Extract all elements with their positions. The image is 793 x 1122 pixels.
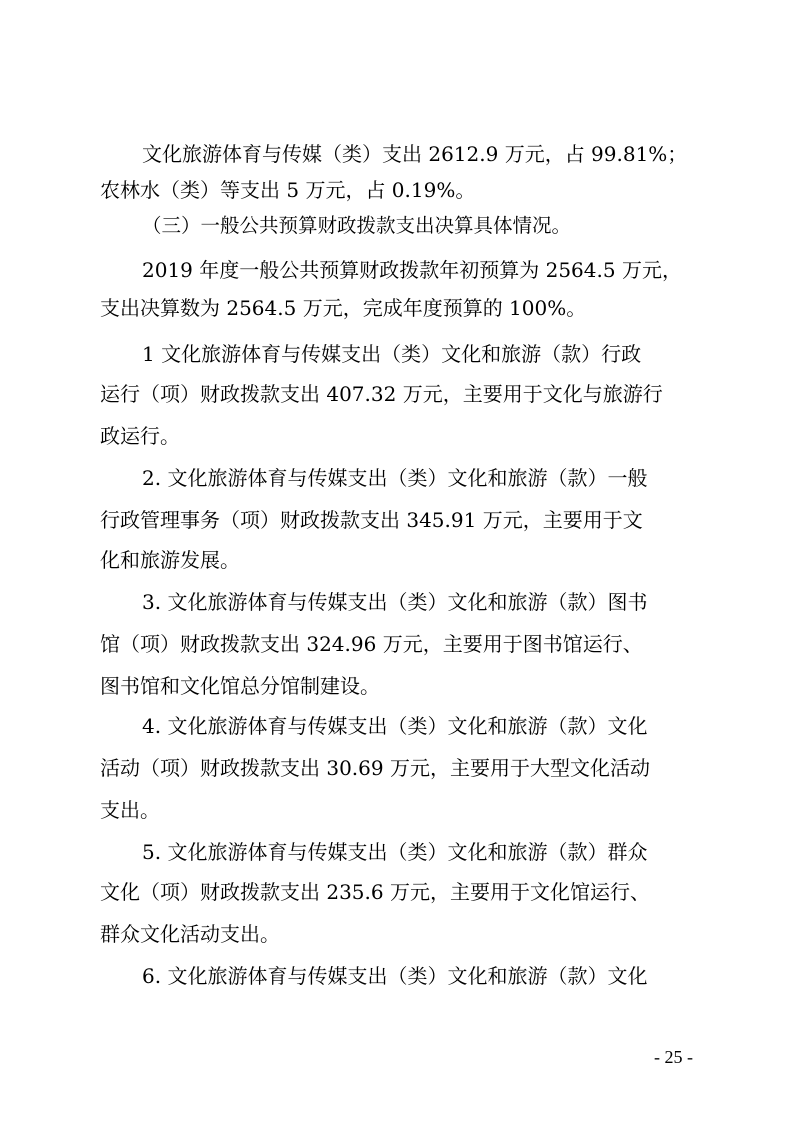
text-line-18: 5. 文化旅游体育与传媒支出（类）文化和旅游（款）群众 [142, 840, 648, 864]
text-line-19: 文化（项）财政拨款支出 235.6 万元，主要用于文化馆运行、 [100, 880, 650, 904]
text-line-21: 6. 文化旅游体育与传媒支出（类）文化和旅游（款）文化 [142, 964, 648, 988]
text-line-17: 支出。 [100, 798, 160, 822]
text-line-2: 农林水（类）等支出 5 万元，占 0.19%。 [100, 178, 476, 202]
text-line-9: 2. 文化旅游体育与传媒支出（类）文化和旅游（款）一般 [142, 466, 648, 490]
section-heading: （三）一般公共预算财政拨款支出决算具体情况。 [142, 214, 572, 237]
text-line-10: 行政管理事务（项）财政拨款支出 345.91 万元，主要用于文 [100, 508, 643, 532]
text-line-11: 化和旅游发展。 [100, 548, 240, 572]
text-line-12: 3. 文化旅游体育与传媒支出（类）文化和旅游（款）图书 [142, 590, 648, 614]
text-line-8: 政运行。 [100, 424, 180, 448]
page-number: - 25 - [654, 1047, 693, 1067]
text-line-6: 1 文化旅游体育与传媒支出（类）文化和旅游（款）行政 [142, 342, 642, 366]
text-line-15: 4. 文化旅游体育与传媒支出（类）文化和旅游（款）文化 [142, 714, 648, 738]
text-line-7: 运行（项）财政拨款支出 407.32 万元，主要用于文化与旅游行 [100, 382, 663, 406]
text-line-5: 支出决算数为 2564.5 万元，完成年度预算的 100%。 [100, 296, 587, 320]
text-line-4: 2019 年度一般公共预算财政拨款年初预算为 2564.5 万元， [142, 258, 682, 282]
text-line-16: 活动（项）财政拨款支出 30.69 万元，主要用于大型文化活动 [100, 756, 650, 780]
text-line-13: 馆（项）财政拨款支出 324.96 万元，主要用于图书馆运行、 [100, 632, 643, 656]
text-line-14: 图书馆和文化馆总分馆制建设。 [100, 674, 380, 698]
text-line-1: 文化旅游体育与传媒（类）支出 2612.9 万元，占 99.81%； [142, 142, 688, 166]
text-line-20: 群众文化活动支出。 [100, 922, 280, 946]
